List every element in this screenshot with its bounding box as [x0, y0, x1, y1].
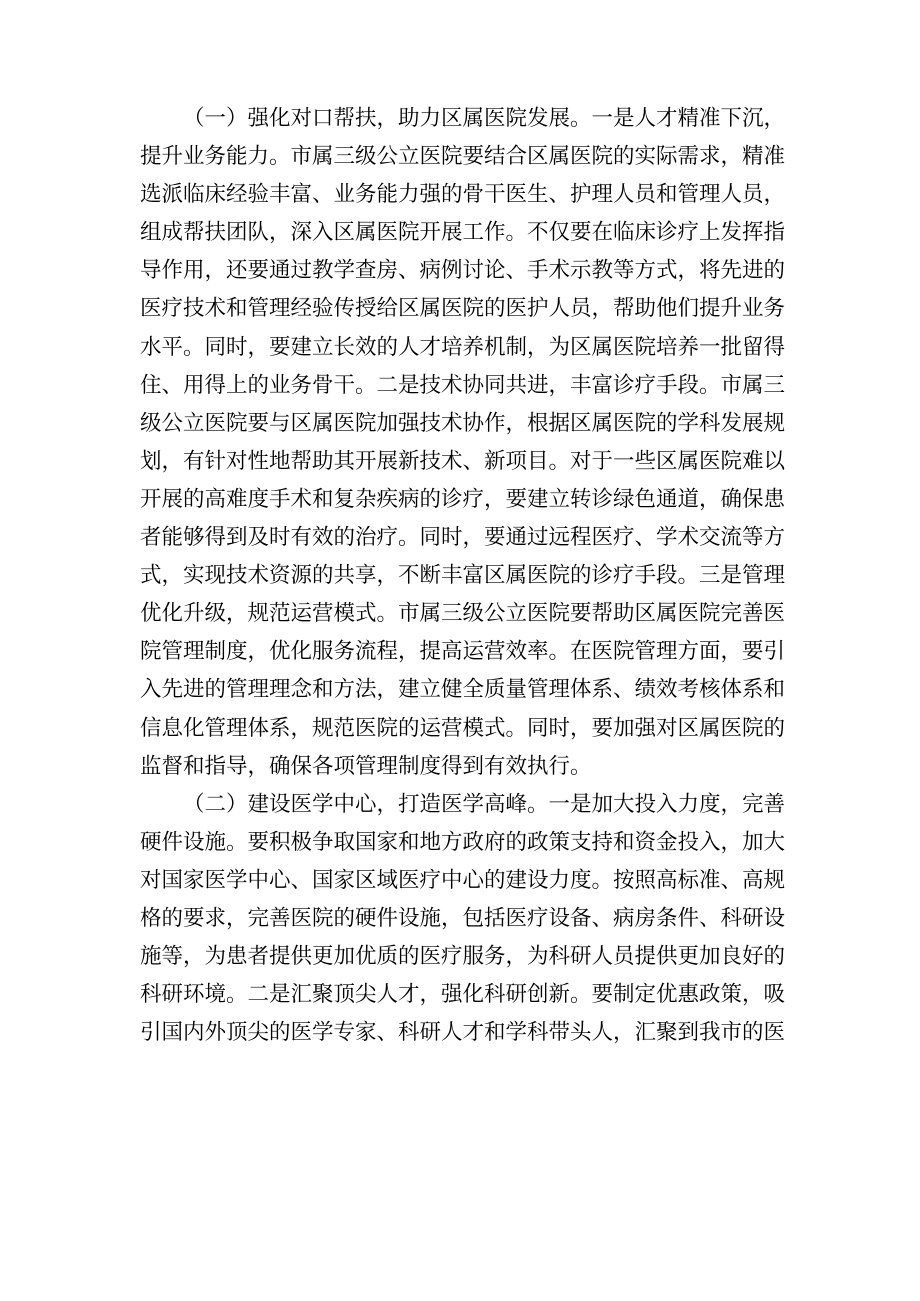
document-body [140, 100, 785, 1052]
paragraph-1: （一）强化对口帮扶，助力区属医院发展。一是人才精准下沉，提升业务能力。市属三级公立医院要结合区属医院的实际需求，精准选派临床经验丰富、业务能力强的骨干医生、护理人员和管理人员，组成帮扶团队，深入区属医院开展工作。不仅要在临床诊疗上发挥指导作用，还要通过教学查房、病例讨论、手术示教等方式，将先进的医疗技术和管理经验传授给区属医院的医护人员，帮助他们提升业务水平。同时，要建立长效的人才培养机制，为区属医院培养一批留得住、用得上的业务骨干。二是技术协同共进，丰富诊疗手段。市属三级公立医院要与区属医院加强技术协作，根据区属医院的学科发展规划，有针对性地帮助其开展新技术、新项目。对于一些区属医院难以开展的高难度手术和复杂疾病的诊疗，要建立转诊绿色通道，确保患者能够得到及时有效的治疗。同时，要通过远程医疗、学术交流等方式，实现技术资源的共享，不断丰富区属医院的诊疗手段。三是管理优化升级，规范运营模式。市属三级公立医院要帮助区属医院完善医院管理制度，优化服务流程，提高运营效率。在医院管理方面，要引入先进的管理理念和方法，建立健全质量管理体系、绩效考核体系和信息化管理体系，规范医院的运营模式。同时，要加强对区属医院的监督和指导，确保各项管理制度得到有效执行。 [140, 106, 786, 779]
paragraph-2: （二）建设医学中心，打造医学高峰。一是加大投入力度，完善硬件设施。要积极争取国家和地方政府的政策支持和资金投入，加大对国家医学中心、国家区域医疗中心的建设力度。按照高标准、高规格的要求，完善医院的硬件设施，包括医疗设备、病房条件、科研设施等，为患者提供更加优质的医疗服务，为科研人员提供更加良好的科研环境。二是汇聚顶尖人才，强化科研创新。要制定优惠政策，吸引国内外顶尖的医学专家、科研人才和学科带头人，汇聚到我市的医 [140, 791, 786, 1046]
